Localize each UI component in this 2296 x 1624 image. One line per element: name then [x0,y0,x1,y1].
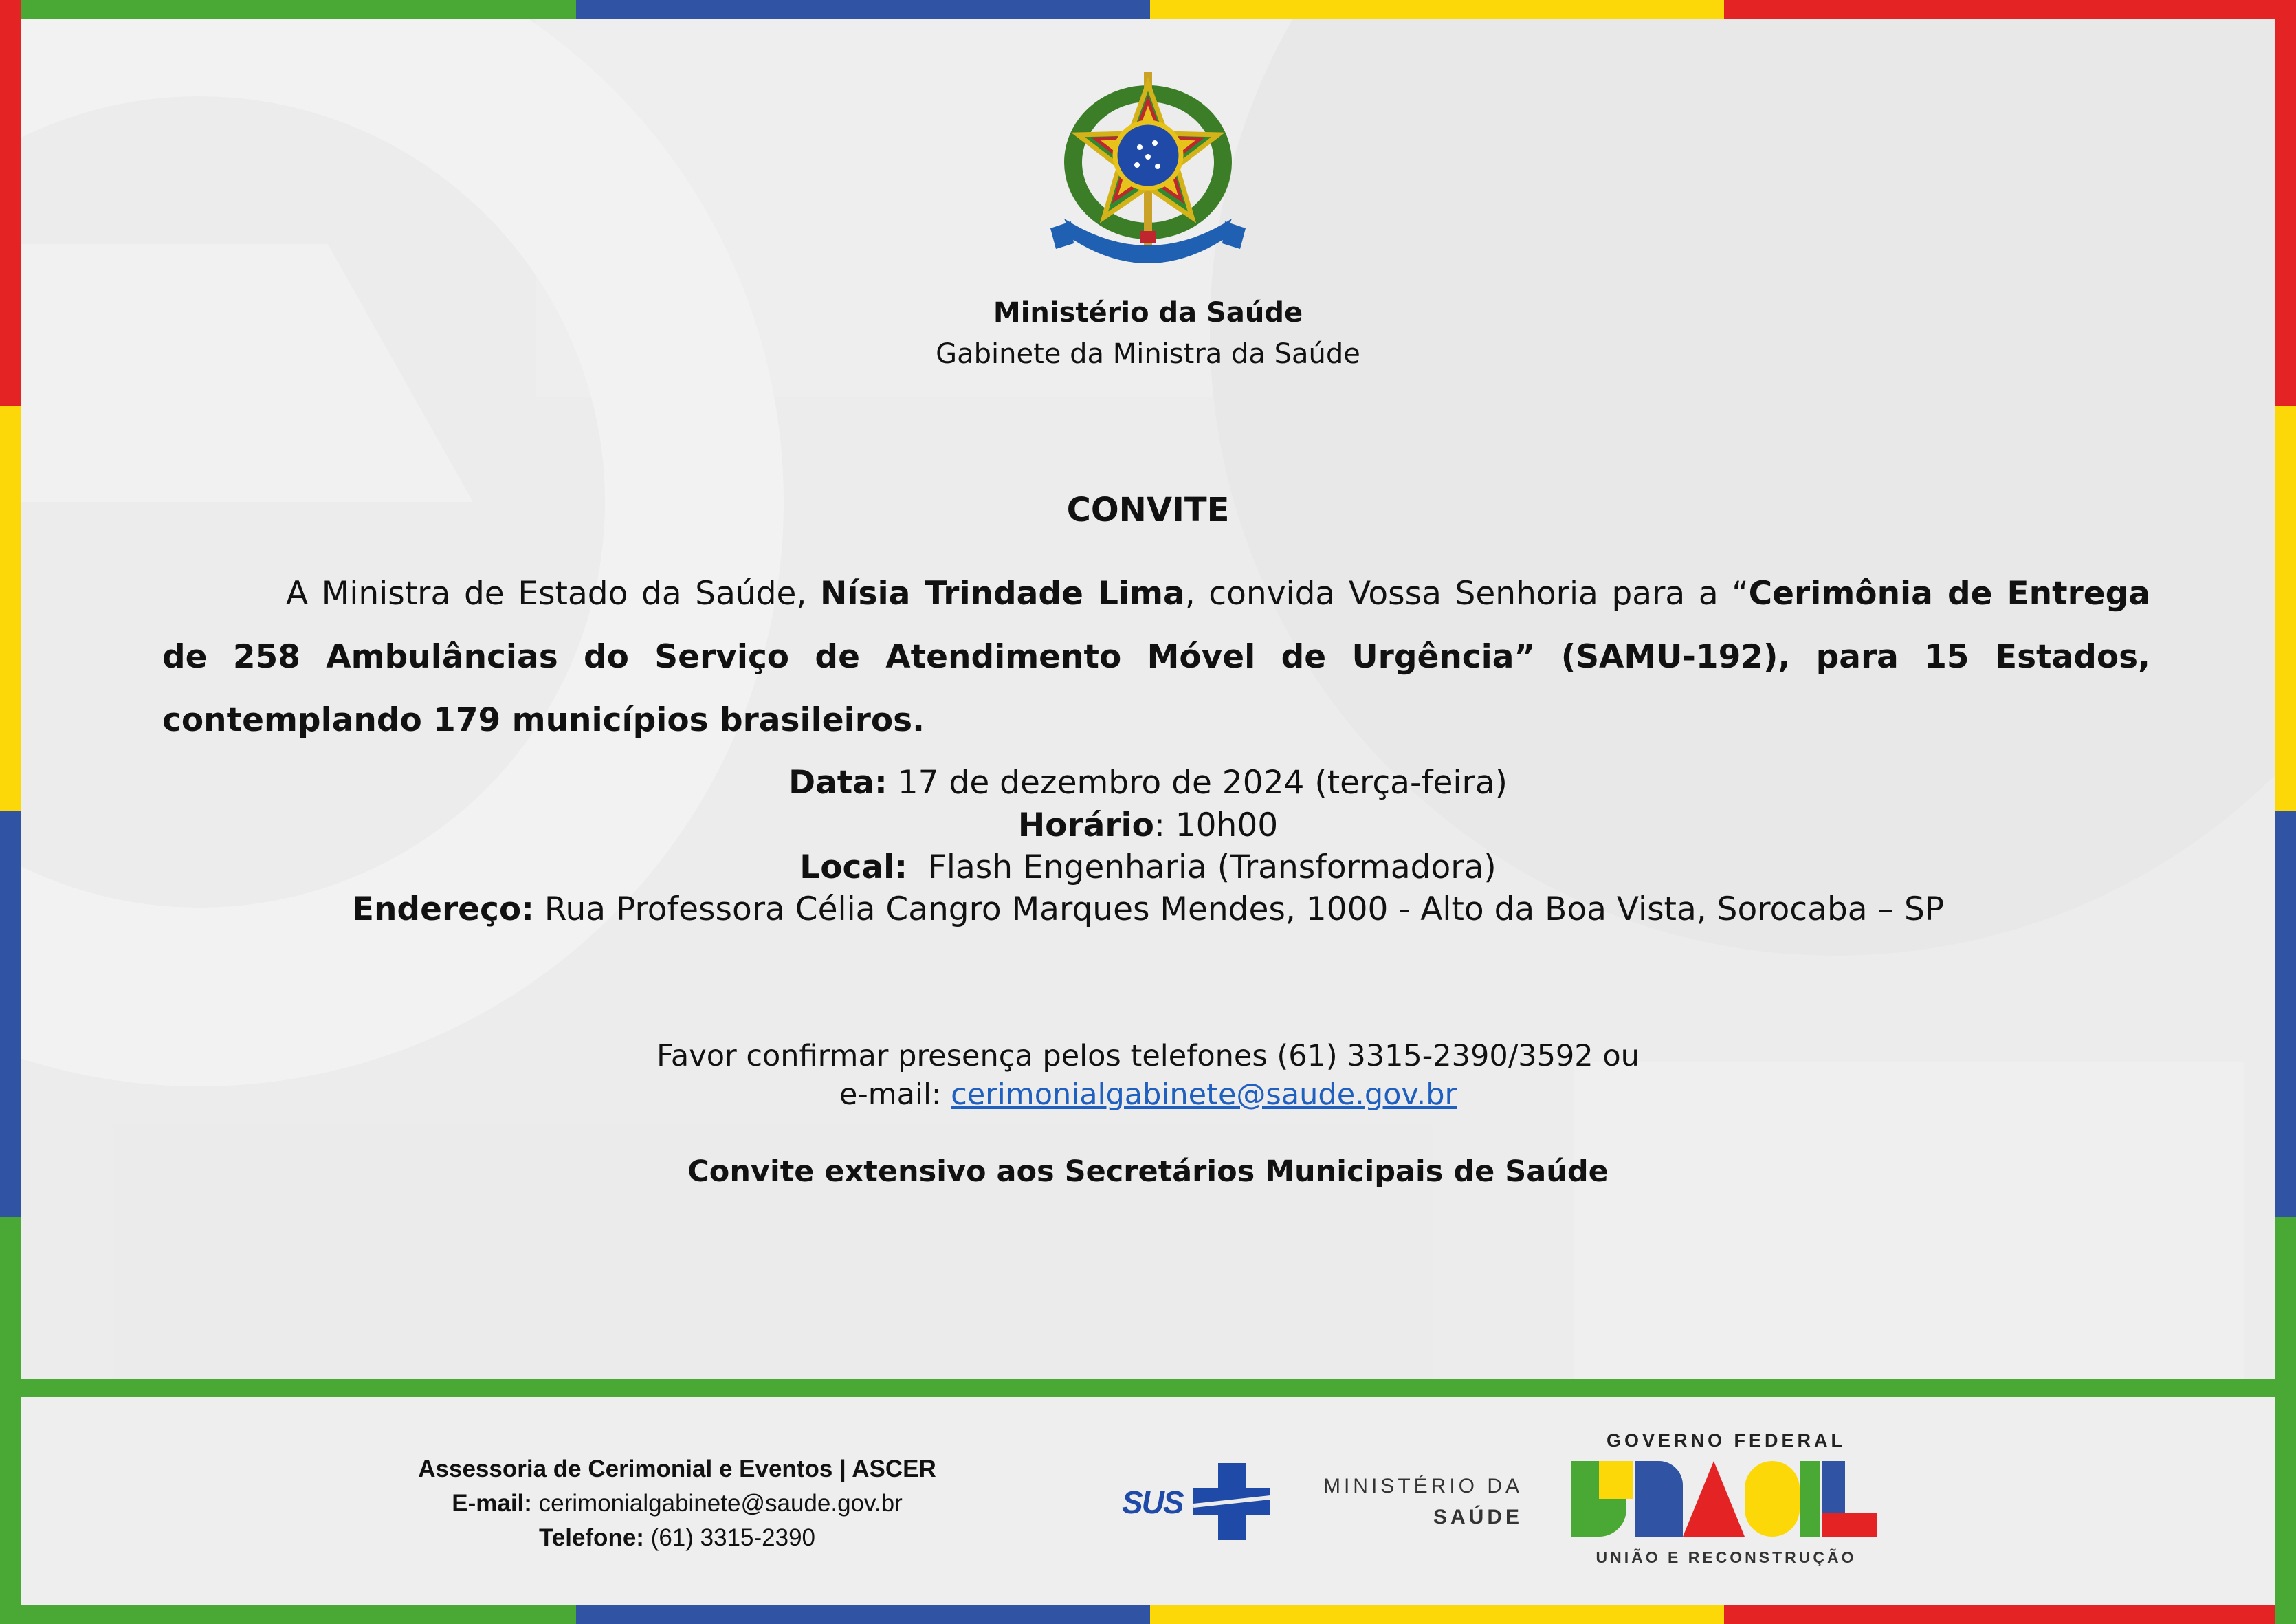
date-line [0,762,2296,804]
footer-email-line [385,1486,969,1521]
frame-top-green [0,0,576,19]
frame-right-green [2275,1217,2296,1624]
invite-paragraph [162,562,2150,752]
time-value: : 10h00 [1153,806,1279,844]
invite-title: CONVITE [1066,491,1230,529]
frame-left-yellow [0,406,21,811]
place-value: Flash Engenharia (Transformadora) [907,848,1497,886]
frame-top-yellow [1150,0,1724,19]
date-value: 17 de dezembro de 2024 (terça-feira) [887,764,1508,802]
footer-dept: Assessoria de Cerimonial e Eventos | ASCER [418,1456,936,1482]
gov-brasil-logo [1571,1461,1877,1537]
address-value: Rua Professora Célia Cangro Marques Mendes, 1000 - Alto da Boa Vista, Sorocaba – SP [533,890,1945,928]
footer-phone-line [385,1521,969,1555]
intro-text: A Ministra de Estado da Saúde, [286,575,821,613]
footer-email-label: E-mail: [452,1490,532,1517]
office-name: Gabinete da Ministra da Saúde [936,338,1360,370]
frame-top-red [1724,0,2296,19]
rsvp-line: Favor confirmar presença pelos telefones (61) 3315-2390/3592 ou [656,1039,1640,1073]
footer-phone: (61) 3315-2390 [643,1524,816,1551]
sus-cross-icon [1193,1463,1270,1540]
rsvp-email-label: e-mail: [839,1077,951,1112]
address-line [0,888,2296,931]
date-label: Data: [788,764,887,802]
footer-ministry-line2: SAÚDE [1433,1506,1523,1528]
sus-text: SUS [1122,1484,1183,1520]
event-name: Cerimônia de Entrega de 258 Ambulâncias do Serviço de Atendimento Móvel de Urgência” (SAMU-192), para 15 Estados, contemplando 179 municípios brasileiros. [162,575,2150,739]
coat-of-arms-icon [1044,66,1252,270]
frame-bottom-yellow [1150,1605,1724,1624]
footer-ministry-line1: MINISTÉRIO DA [1323,1475,1523,1497]
brasil-blocks [1571,1461,1877,1537]
rsvp-email-link[interactable]: cerimonialgabinete@saude.gov.br [951,1077,1457,1112]
frame-bottom-red [1724,1605,2296,1624]
frame-bottom-green [0,1605,576,1624]
place-label: Local: [799,848,908,886]
footer-divider [0,1379,2296,1397]
invite-extension: Convite extensivo aos Secretários Municipais de Saúde [687,1154,1609,1189]
footer-phone-label: Telefone: [538,1524,644,1551]
gov-line1: GOVERNO FEDERAL [1606,1430,1846,1451]
ministry-name: Ministério da Saúde [993,297,1303,329]
time-label: Horário [1017,806,1154,844]
frame-top-blue [576,0,1150,19]
gov-line2: UNIÃO E RECONSTRUÇÃO [1596,1548,1857,1566]
address-label: Endereço: [351,890,534,928]
time-line [0,804,2296,847]
minister-name: Nísia Trindade Lima [820,575,1185,613]
rsvp-email-line [0,1075,2296,1114]
gov-brasil-word [1571,1461,1877,1462]
mid-text: , convida Vossa Senhoria para a “ [1184,575,1749,613]
place-line [0,846,2296,889]
footer-email: cerimonialgabinete@saude.gov.br [531,1490,903,1517]
frame-bottom-blue [576,1605,1150,1624]
frame-right-yellow [2275,406,2296,811]
frame-left-green [0,1217,21,1624]
sus-logo [1122,1463,1270,1540]
